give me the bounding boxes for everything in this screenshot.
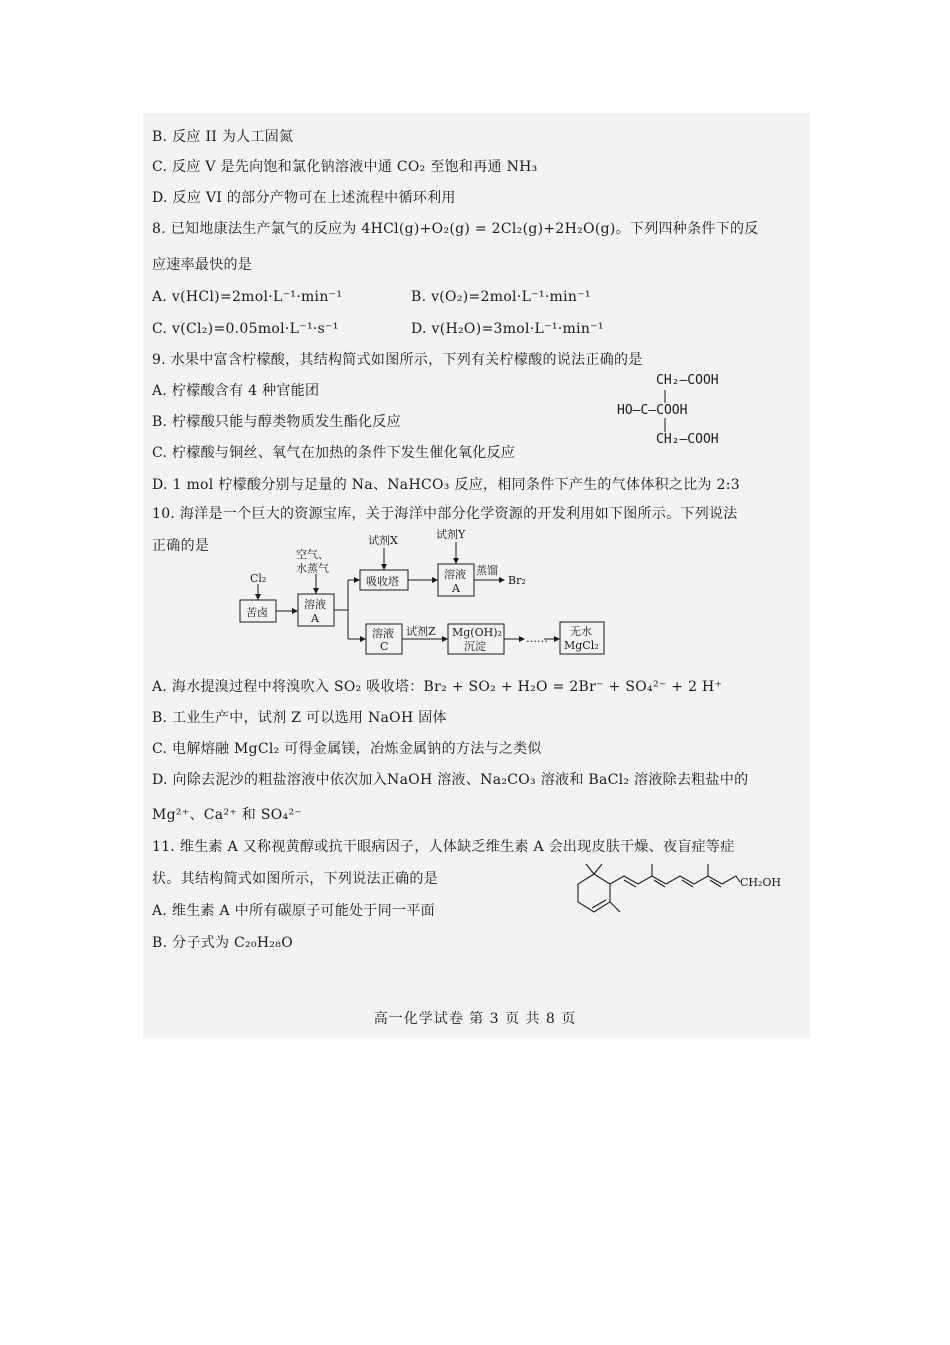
solution-a-out-letter: A xyxy=(452,582,460,595)
q10-option-c: C. 电解熔融 MgCl₂ 可得金属镁，冶炼金属钠的方法与之类似 xyxy=(152,741,542,757)
air-label: 空气、 xyxy=(296,548,329,561)
q10-option-b: B. 工业生产中，试剂 Z 可以选用 NaOH 固体 xyxy=(152,710,447,726)
q8-stem-line1: 8. 已知地康法生产氯气的反应为 4HCl(g)+O₂(g) = 2Cl₂(g)+2H₂O(g)。下列四种条件下的反 xyxy=(152,221,759,237)
q9-option-a: A. 柠檬酸含有 4 种官能团 xyxy=(152,383,320,399)
reagent-y-label: 试剂Y xyxy=(436,528,466,541)
citric-acid-center-group: HO—C—COOH xyxy=(617,403,688,418)
vitamin-a-structure xyxy=(572,862,802,924)
vitamin-a-ch2oh-label: CH₂OH xyxy=(740,876,782,889)
mgcl2-label: MgCl₂ xyxy=(564,639,599,652)
q11-option-b: B. 分子式为 C₂₀H₂₈O xyxy=(152,935,293,951)
q11-option-a: A. 维生素 A 中所有碳原子可能处于同一平面 xyxy=(152,903,435,919)
q10-option-d-line1: D. 向除去泥沙的粗盐溶液中依次加入NaOH 溶液、Na₂CO₃ 溶液和 BaCl₂ 溶液除去粗盐中的 xyxy=(152,772,749,788)
q8-option-a: A. v(HCl)=2mol·L⁻¹·min⁻¹ xyxy=(152,289,343,305)
q9-option-b: B. 柠檬酸只能与醇类物质发生酯化反应 xyxy=(152,414,401,430)
q8-option-d: D. v(H₂O)=3mol·L⁻¹·min⁻¹ xyxy=(411,321,604,337)
q7-option-c: C. 反应 V 是先向饱和氯化钠溶液中通 CO₂ 至饱和再通 NH₃ xyxy=(152,159,538,175)
citric-acid-bonds xyxy=(660,388,670,434)
reagent-x-label: 试剂X xyxy=(368,534,398,547)
q11-stem-line1: 11. 维生素 A 又称视黄醇或抗干眼病因子，人体缺乏维生素 A 会出现皮肤干燥、夜盲症等症 xyxy=(152,839,735,855)
q10-option-a: A. 海水提溴过程中将溴吹入 SO₂ 吸收塔：Br₂ + SO₂ + H₂O = 2Br⁻ + SO₄²⁻ + 2 H⁺ xyxy=(152,679,723,695)
q9-option-d: D. 1 mol 柠檬酸分别与足量的 Na、NaHCO₃ 反应，相同条件下产生的气体体积之比为 2:3 xyxy=(152,477,740,493)
absorber-label: 吸收塔 xyxy=(366,575,399,588)
q9-option-c: C. 柠檬酸与铜丝、氧气在加热的条件下发生催化氧化反应 xyxy=(152,445,516,461)
mgoh2-label: Mg(OH)₂ xyxy=(452,626,502,639)
q8-stem-line2: 应速率最快的是 xyxy=(152,257,253,273)
precipitate-label: 沉淀 xyxy=(464,640,486,653)
q10-stem-line1: 10. 海洋是一个巨大的资源宝库，关于海洋中部分化学资源的开发利用如下图所示。下列说法 xyxy=(152,506,738,522)
seawater-flowchart xyxy=(230,528,620,662)
anhydrous-label: 无水 xyxy=(570,625,592,638)
q7-option-d: D. 反应 VI 的部分产物可在上述流程中循环利用 xyxy=(152,190,456,206)
solution-a-label: 溶液 xyxy=(304,598,326,611)
reagent-z-label: 试剂Z xyxy=(406,625,436,638)
ellipsis-label: …… xyxy=(526,632,548,645)
q7-option-b: B. 反应 II 为人工固氮 xyxy=(152,129,294,145)
citric-acid-bottom-group: CH₂—COOH xyxy=(656,432,719,447)
citric-acid-top-group: CH₂—COOH xyxy=(656,373,719,388)
q10-stem-line2: 正确的是 xyxy=(152,538,210,554)
q8-option-b: B. v(O₂)=2mol·L⁻¹·min⁻¹ xyxy=(411,289,591,305)
distill-label: 蒸馏 xyxy=(476,564,498,577)
solution-a-letter: A xyxy=(311,612,319,625)
q11-stem-line2: 状。其结构简式如图所示，下列说法正确的是 xyxy=(152,871,438,887)
cl2-label: Cl₂ xyxy=(250,572,267,585)
br2-label: Br₂ xyxy=(508,574,526,587)
q8-option-c: C. v(Cl₂)=0.05mol·L⁻¹·s⁻¹ xyxy=(152,321,339,337)
bittern-label: 苦卤 xyxy=(246,606,268,619)
solution-c-label: 溶液 xyxy=(372,627,394,640)
page-footer: 高一化学试卷 第 3 页 共 8 页 xyxy=(373,1011,577,1027)
q9-stem: 9. 水果中富含柠檬酸，其结构简式如图所示，下列有关柠檬酸的说法正确的是 xyxy=(152,352,643,368)
q10-option-d-line2: Mg²⁺、Ca²⁺ 和 SO₄²⁻ xyxy=(152,807,303,823)
solution-c-letter: C xyxy=(380,640,389,653)
solution-a-out-label: 溶液 xyxy=(444,568,466,581)
steam-label: 水蒸气 xyxy=(296,562,329,575)
